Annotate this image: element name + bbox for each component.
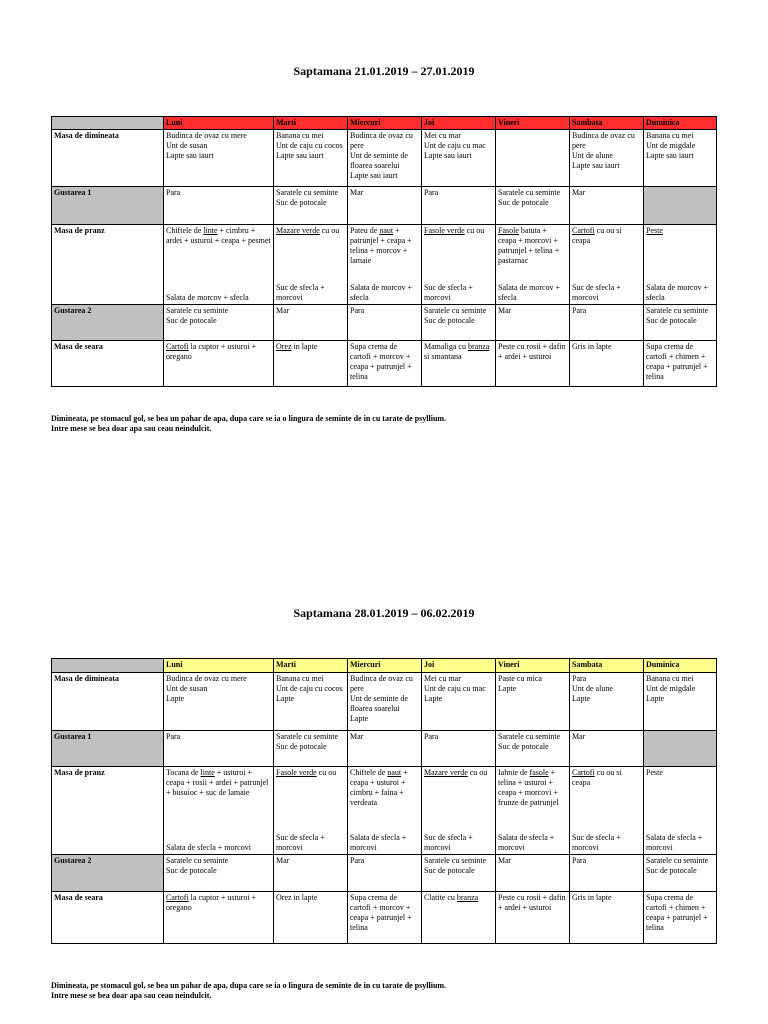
header-corner	[52, 117, 164, 130]
day-header-luni: Luni	[164, 117, 274, 130]
meal-cell: Supa crema de cartofi + morcov + ceapa + patrunjel + telina	[348, 892, 422, 944]
meal-cell: Mar	[570, 731, 644, 767]
week-2-header-row	[52, 659, 717, 673]
row-label: Masa de seara	[52, 341, 164, 387]
day-header-miercuri: Miercuri	[348, 659, 422, 673]
meal-cell: Cartofi cu ou si ceapa Suc de sfecla + morcovi	[570, 225, 644, 305]
meal-cell: Mamaliga cu branza si smantana	[422, 341, 496, 387]
day-header-joi: Joi	[422, 659, 496, 673]
meal-cell: Supa crema de cartofi + morcov + ceapa + patrunjel + telina	[348, 341, 422, 387]
week-1-title: Saptamana 21.01.2019 – 27.01.2019	[293, 64, 475, 78]
side-dish: Suc de sfecla + morcovi	[572, 283, 621, 302]
meal-cell: Mazare verde cu ou Suc de sfecla + morcovi	[422, 767, 496, 855]
meal-cell: Mar	[496, 855, 570, 892]
dinner-row	[52, 892, 717, 944]
lunch-row	[52, 767, 717, 855]
week-1-meal-table	[51, 116, 717, 387]
meal-cell: Saratele cu seminte Suc de potocale	[164, 305, 274, 341]
meal-cell: Mar	[496, 305, 570, 341]
meal-cell: Budinca de ovaz cu pere Unt de seminte de floarea soarelui Lapte	[348, 673, 422, 731]
day-header-marti: Marti	[274, 659, 348, 673]
meal-cell: Saratele cu seminte Suc de potocale	[422, 305, 496, 341]
meal-cell: Mazare verde cu ou Suc de sfecla + morcovi	[274, 225, 348, 305]
week-1-header-row	[52, 117, 717, 130]
meal-cell: Mar	[274, 855, 348, 892]
snack2-row	[52, 305, 717, 341]
day-header-marti: Marti	[274, 117, 348, 130]
breakfast-row	[52, 130, 717, 187]
snack1-row	[52, 731, 717, 767]
meal-cell-empty	[644, 731, 717, 767]
meal-cell: Cartofi la cuptor + usturoi + oregano	[164, 892, 274, 944]
header-corner	[52, 659, 164, 673]
meal-cell: Mar	[274, 305, 348, 341]
meal-cell: Para	[570, 855, 644, 892]
meal-cell: Saratele cu seminte Suc de potocale	[496, 187, 570, 225]
meal-cell: Peste cu rosii + dafin + ardei + usturoi	[496, 892, 570, 944]
week-2-note	[51, 981, 741, 1001]
meal-cell: Budinca de ovaz cu mere Unt de susan Lapte sau iaurt	[164, 130, 274, 187]
day-header-duminica: Duminica	[644, 117, 717, 130]
week-2-title: Saptamana 28.01.2019 – 06.02.2019	[293, 606, 475, 620]
side-dish: Salata de sfecla + morcovi	[498, 833, 555, 852]
side-dish: Salata de morcov + sfecla	[166, 293, 249, 302]
day-header-vineri: Vineri	[496, 659, 570, 673]
meal-cell: Budinca de ovaz cu pere Unt de seminte de floarea soarelui Lapte sau iaurt	[348, 130, 422, 187]
meal-cell: Saratele cu seminte Suc de potocale	[274, 187, 348, 225]
note-line: Intre mese se bea doar apa sau ceau neindulcit.	[51, 991, 212, 1000]
meal-cell: Paste cu mica Lapte	[496, 673, 570, 731]
meal-cell: Mar	[570, 187, 644, 225]
day-header-sambata: Sambata	[570, 117, 644, 130]
day-header-duminica: Duminica	[644, 659, 717, 673]
lunch-row	[52, 225, 717, 305]
note-line: Dimineata, pe stomacul gol, se bea un pahar de apa, dupa care se ia o lingura de seminte de in cu tarate de psyllium.	[51, 981, 447, 990]
side-dish: Suc de sfecla + morcovi	[424, 283, 473, 302]
meal-cell: Banana cu mei Unt de caju cu cocos Lapte sau iaurt	[274, 130, 348, 187]
day-header-joi: Joi	[422, 117, 496, 130]
meal-cell: Chiftele de linte + cimbru + ardei + usturoi + ceapa + pesmet Salata de morcov + sfecla	[164, 225, 274, 305]
row-label: Masa de dimineata	[52, 673, 164, 731]
row-label: Masa de dimineata	[52, 130, 164, 187]
meal-cell: Peste Salata de sfecla + morcovi	[644, 767, 717, 855]
meal-cell: Iahnie de fasole + telina + usturoi + ceapa + morcovi + frunze de patrunjel Salata de sfecla + morcovi	[496, 767, 570, 855]
row-label: Gustarea 2	[52, 305, 164, 341]
meal-cell: Orez in lapte	[274, 892, 348, 944]
side-dish: Salata de morcov + sfecla	[646, 283, 709, 302]
meal-cell: Peste cu rosii + dafin + ardei + usturoi	[496, 341, 570, 387]
meal-cell: Peste Salata de morcov + sfecla	[644, 225, 717, 305]
meal-cell: Saratele cu seminte Suc de potocale	[496, 731, 570, 767]
side-dish: Suc de sfecla + morcovi	[276, 833, 325, 852]
meal-cell: Banana cu mei Unt de migdale Lapte sau iaurt	[644, 130, 717, 187]
meal-cell: Fasole batuta + ceapa + morcovi + patrunjel + telina + pastarnac Salata de morcov + sfecla	[496, 225, 570, 305]
day-header-sambata: Sambata	[570, 659, 644, 673]
dinner-row	[52, 341, 717, 387]
snack1-row	[52, 187, 717, 225]
meal-cell: Saratele cu seminte Suc de potocale	[164, 855, 274, 892]
meal-cell: Supa crema de cartofi + chimen + ceapa + patrunjel + telina	[644, 892, 717, 944]
meal-cell: Saratele cu seminte Suc de potocale	[644, 305, 717, 341]
row-label: Gustarea 1	[52, 187, 164, 225]
snack2-row	[52, 855, 717, 892]
meal-cell: Budinca de ovaz cu pere Unt de alune Lapte sau iaurt	[570, 130, 644, 187]
day-header-miercuri: Miercuri	[348, 117, 422, 130]
meal-cell: Cartofi la cuptor + usturoi + oregano	[164, 341, 274, 387]
meal-cell: Mei cu mar Unt de caju cu mac Lapte	[422, 673, 496, 731]
day-header-vineri: Vineri	[496, 117, 570, 130]
meal-cell: Para Unt de alune Lapte	[570, 673, 644, 731]
note-line: Intre mese se bea doar apa sau ceau neindulcit.	[51, 424, 212, 433]
meal-cell: Budinca de ovaz cu mere Unt de susan Lapte	[164, 673, 274, 731]
meal-cell: Cartofi cu ou si ceapa Suc de sfecla + morcovi	[570, 767, 644, 855]
meal-cell: Saratele cu seminte Suc de potocale	[422, 855, 496, 892]
side-dish: Suc de sfecla + morcovi	[424, 833, 473, 852]
meal-cell: Gris in lapte	[570, 892, 644, 944]
day-header-luni: Luni	[164, 659, 274, 673]
meal-cell: Fasole verde cu ou Suc de sfecla + morcovi	[274, 767, 348, 855]
meal-cell: Banana cu mei Unt de migdale Lapte	[644, 673, 717, 731]
row-label: Gustarea 1	[52, 731, 164, 767]
meal-cell: Saratele cu seminte Suc de potocale	[644, 855, 717, 892]
week-2-meal-table	[51, 658, 717, 944]
meal-cell: Para	[422, 731, 496, 767]
meal-cell: Chiftele de naut + ceapa + usturoi + cimbru + faina + verdeata Salata de sfecla + morcovi	[348, 767, 422, 855]
meal-cell: Mar	[348, 731, 422, 767]
side-dish: Salata de morcov + sfecla	[498, 283, 561, 302]
meal-cell: Para	[422, 187, 496, 225]
meal-cell: Para	[570, 305, 644, 341]
meal-cell: Supa crema de cartofi + chimen + ceapa + patrunjel + telina	[644, 341, 717, 387]
meal-cell: Pateu de naut + patrunjel + ceapa + telina + morcov + lamaie Salata de morcov + sfecla	[348, 225, 422, 305]
meal-cell: Mei cu mar Unt de caju cu mac Lapte sau iaurt	[422, 130, 496, 187]
side-dish: Salata de sfecla + morcovi	[646, 833, 703, 852]
meal-cell	[496, 130, 570, 187]
row-label: Gustarea 2	[52, 855, 164, 892]
meal-cell: Gris in lapte	[570, 341, 644, 387]
meal-cell: Banana cu mei Unt de caju cu cocos Lapte	[274, 673, 348, 731]
side-dish: Suc de sfecla + morcovi	[276, 283, 325, 302]
breakfast-row	[52, 673, 717, 731]
meal-cell: Fasole verde cu ou Suc de sfecla + morcovi	[422, 225, 496, 305]
side-dish: Suc de sfecla + morcovi	[572, 833, 621, 852]
meal-cell: Para	[164, 187, 274, 225]
meal-cell: Clatite cu branza	[422, 892, 496, 944]
meal-cell: Para	[164, 731, 274, 767]
note-line: Dimineata, pe stomacul gol, se bea un pahar de apa, dupa care se ia o lingura de seminte de in cu tarate de psyllium.	[51, 414, 447, 423]
meal-cell: Para	[348, 855, 422, 892]
meal-cell: Tocana de linte + usturoi + ceapa + rosii + ardei + patrunjel + busuioc + suc de lamaie Salata de sfecla + morcovi	[164, 767, 274, 855]
meal-cell-empty	[644, 187, 717, 225]
side-dish: Salata de morcov + sfecla	[350, 283, 413, 302]
row-label: Masa de seara	[52, 892, 164, 944]
row-label: Masa de pranz	[52, 767, 164, 855]
meal-cell: Mar	[348, 187, 422, 225]
side-dish: Salata de sfecla + morcovi	[350, 833, 407, 852]
meal-cell: Orez in lapte	[274, 341, 348, 387]
meal-cell: Para	[348, 305, 422, 341]
week-1-note	[51, 414, 741, 434]
meal-cell: Saratele cu seminte Suc de potocale	[274, 731, 348, 767]
side-dish: Salata de sfecla + morcovi	[166, 843, 251, 852]
row-label: Masa de pranz	[52, 225, 164, 305]
